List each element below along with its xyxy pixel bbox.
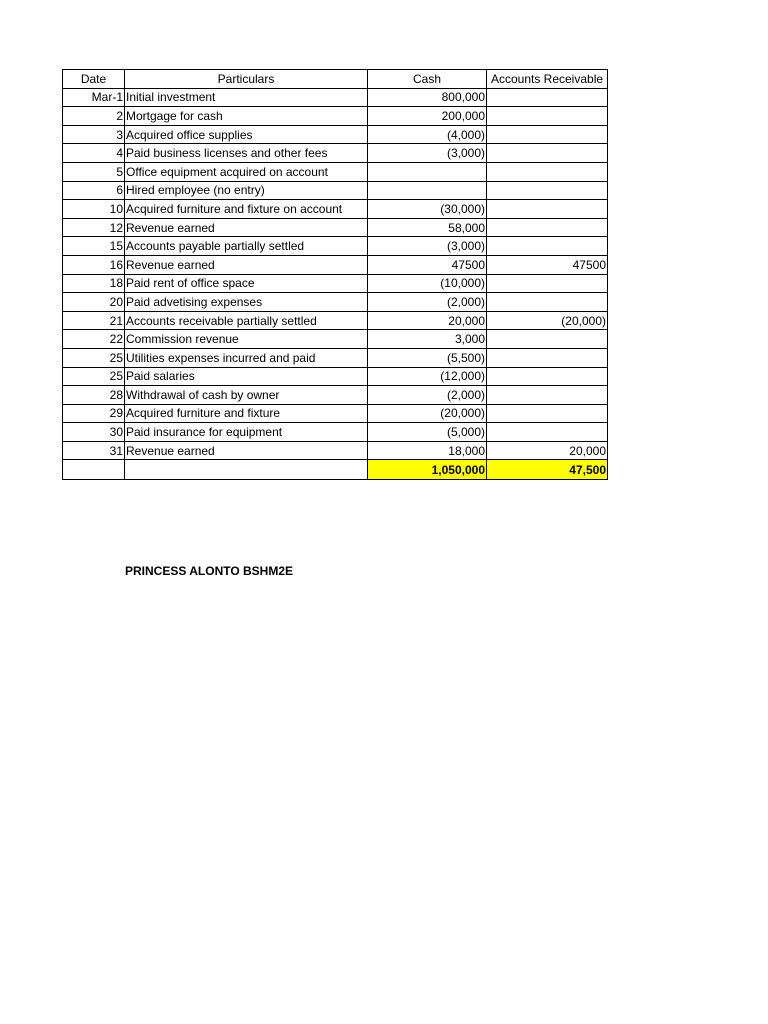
table-row <box>63 237 608 256</box>
row-accounts-receivable <box>487 348 608 367</box>
row-date: 10 <box>63 200 125 219</box>
row-cash: 200,000 <box>368 107 487 126</box>
row-accounts-receivable <box>487 274 608 293</box>
row-cash <box>368 162 487 181</box>
row-accounts-receivable <box>487 404 608 423</box>
row-cash: (5,000) <box>368 423 487 442</box>
table-row <box>63 200 608 219</box>
table-row <box>63 218 608 237</box>
table-row <box>63 330 608 349</box>
row-cash: 3,000 <box>368 330 487 349</box>
row-accounts-receivable: 20,000 <box>487 441 608 460</box>
row-cash: (3,000) <box>368 144 487 163</box>
row-date: 2 <box>63 107 125 126</box>
row-cash: (5,500) <box>368 348 487 367</box>
row-particulars: Utilities expenses incurred and paid <box>125 348 368 367</box>
row-accounts-receivable <box>487 330 608 349</box>
row-accounts-receivable <box>487 367 608 386</box>
row-particulars: Hired employee (no entry) <box>125 181 368 200</box>
row-cash <box>368 181 487 200</box>
row-particulars: Acquired office supplies <box>125 125 368 144</box>
row-particulars: Accounts receivable partially settled <box>125 311 368 330</box>
row-date: Mar-1 <box>63 88 125 107</box>
totals-particulars-cell <box>125 460 368 480</box>
row-date: 4 <box>63 144 125 163</box>
row-particulars: Revenue earned <box>125 255 368 274</box>
total-accounts-receivable: 47,500 <box>487 460 608 480</box>
row-accounts-receivable <box>487 181 608 200</box>
row-particulars: Acquired furniture and fixture on account <box>125 200 368 219</box>
row-cash: (30,000) <box>368 200 487 219</box>
row-cash: (4,000) <box>368 125 487 144</box>
row-date: 25 <box>63 367 125 386</box>
table-row <box>63 311 608 330</box>
row-accounts-receivable <box>487 423 608 442</box>
row-particulars: Paid insurance for equipment <box>125 423 368 442</box>
table-row <box>63 107 608 126</box>
row-particulars: Initial investment <box>125 88 368 107</box>
row-cash: 18,000 <box>368 441 487 460</box>
header-row <box>63 70 608 89</box>
row-particulars: Mortgage for cash <box>125 107 368 126</box>
table-row <box>63 423 608 442</box>
row-particulars: Paid rent of office space <box>125 274 368 293</box>
table-row <box>63 348 608 367</box>
row-accounts-receivable <box>487 88 608 107</box>
row-cash: (2,000) <box>368 386 487 405</box>
row-date: 28 <box>63 386 125 405</box>
row-particulars: Paid business licenses and other fees <box>125 144 368 163</box>
totals-row <box>63 460 608 480</box>
row-particulars: Commission revenue <box>125 330 368 349</box>
row-date: 25 <box>63 348 125 367</box>
table-row <box>63 367 608 386</box>
ledger-table <box>62 69 608 480</box>
row-date: 6 <box>63 181 125 200</box>
row-particulars: Revenue earned <box>125 218 368 237</box>
ledger-body <box>63 88 608 480</box>
table-row <box>63 293 608 312</box>
row-date: 30 <box>63 423 125 442</box>
row-date: 15 <box>63 237 125 256</box>
row-particulars: Acquired furniture and fixture <box>125 404 368 423</box>
row-cash: 58,000 <box>368 218 487 237</box>
row-particulars: Revenue earned <box>125 441 368 460</box>
row-accounts-receivable: 47500 <box>487 255 608 274</box>
author-label: PRINCESS ALONTO BSHM2E <box>125 564 294 578</box>
row-cash: (20,000) <box>368 404 487 423</box>
row-accounts-receivable <box>487 218 608 237</box>
row-date: 22 <box>63 330 125 349</box>
row-particulars: Paid salaries <box>125 367 368 386</box>
row-accounts-receivable <box>487 237 608 256</box>
row-date: 3 <box>63 125 125 144</box>
row-date: 20 <box>63 293 125 312</box>
table-row <box>63 255 608 274</box>
table-row <box>63 181 608 200</box>
row-date: 29 <box>63 404 125 423</box>
row-particulars: Accounts payable partially settled <box>125 237 368 256</box>
header-cash: Cash <box>368 70 487 89</box>
header-accounts-receivable: Accounts Receivable <box>487 70 608 89</box>
row-cash: 800,000 <box>368 88 487 107</box>
row-particulars: Office equipment acquired on account <box>125 162 368 181</box>
row-date: 31 <box>63 441 125 460</box>
table-row <box>63 144 608 163</box>
table-row <box>63 441 608 460</box>
row-cash: (10,000) <box>368 274 487 293</box>
row-accounts-receivable <box>487 162 608 181</box>
row-date: 16 <box>63 255 125 274</box>
row-date: 5 <box>63 162 125 181</box>
header-particulars: Particulars <box>125 70 368 89</box>
table-row <box>63 404 608 423</box>
row-date: 18 <box>63 274 125 293</box>
table-row <box>63 125 608 144</box>
row-cash: (3,000) <box>368 237 487 256</box>
table-row <box>63 162 608 181</box>
row-accounts-receivable <box>487 200 608 219</box>
table-row <box>63 386 608 405</box>
row-accounts-receivable <box>487 386 608 405</box>
row-date: 21 <box>63 311 125 330</box>
row-particulars: Paid advetising expenses <box>125 293 368 312</box>
row-date: 12 <box>63 218 125 237</box>
table-row <box>63 274 608 293</box>
table-row <box>63 88 608 107</box>
row-accounts-receivable <box>487 293 608 312</box>
row-cash: (12,000) <box>368 367 487 386</box>
row-cash: 20,000 <box>368 311 487 330</box>
row-particulars: Withdrawal of cash by owner <box>125 386 368 405</box>
row-accounts-receivable <box>487 125 608 144</box>
row-accounts-receivable: (20,000) <box>487 311 608 330</box>
total-cash: 1,050,000 <box>368 460 487 480</box>
row-cash: (2,000) <box>368 293 487 312</box>
totals-date-cell <box>63 460 125 480</box>
header-date: Date <box>63 70 125 89</box>
row-accounts-receivable <box>487 107 608 126</box>
row-accounts-receivable <box>487 144 608 163</box>
row-cash: 47500 <box>368 255 487 274</box>
